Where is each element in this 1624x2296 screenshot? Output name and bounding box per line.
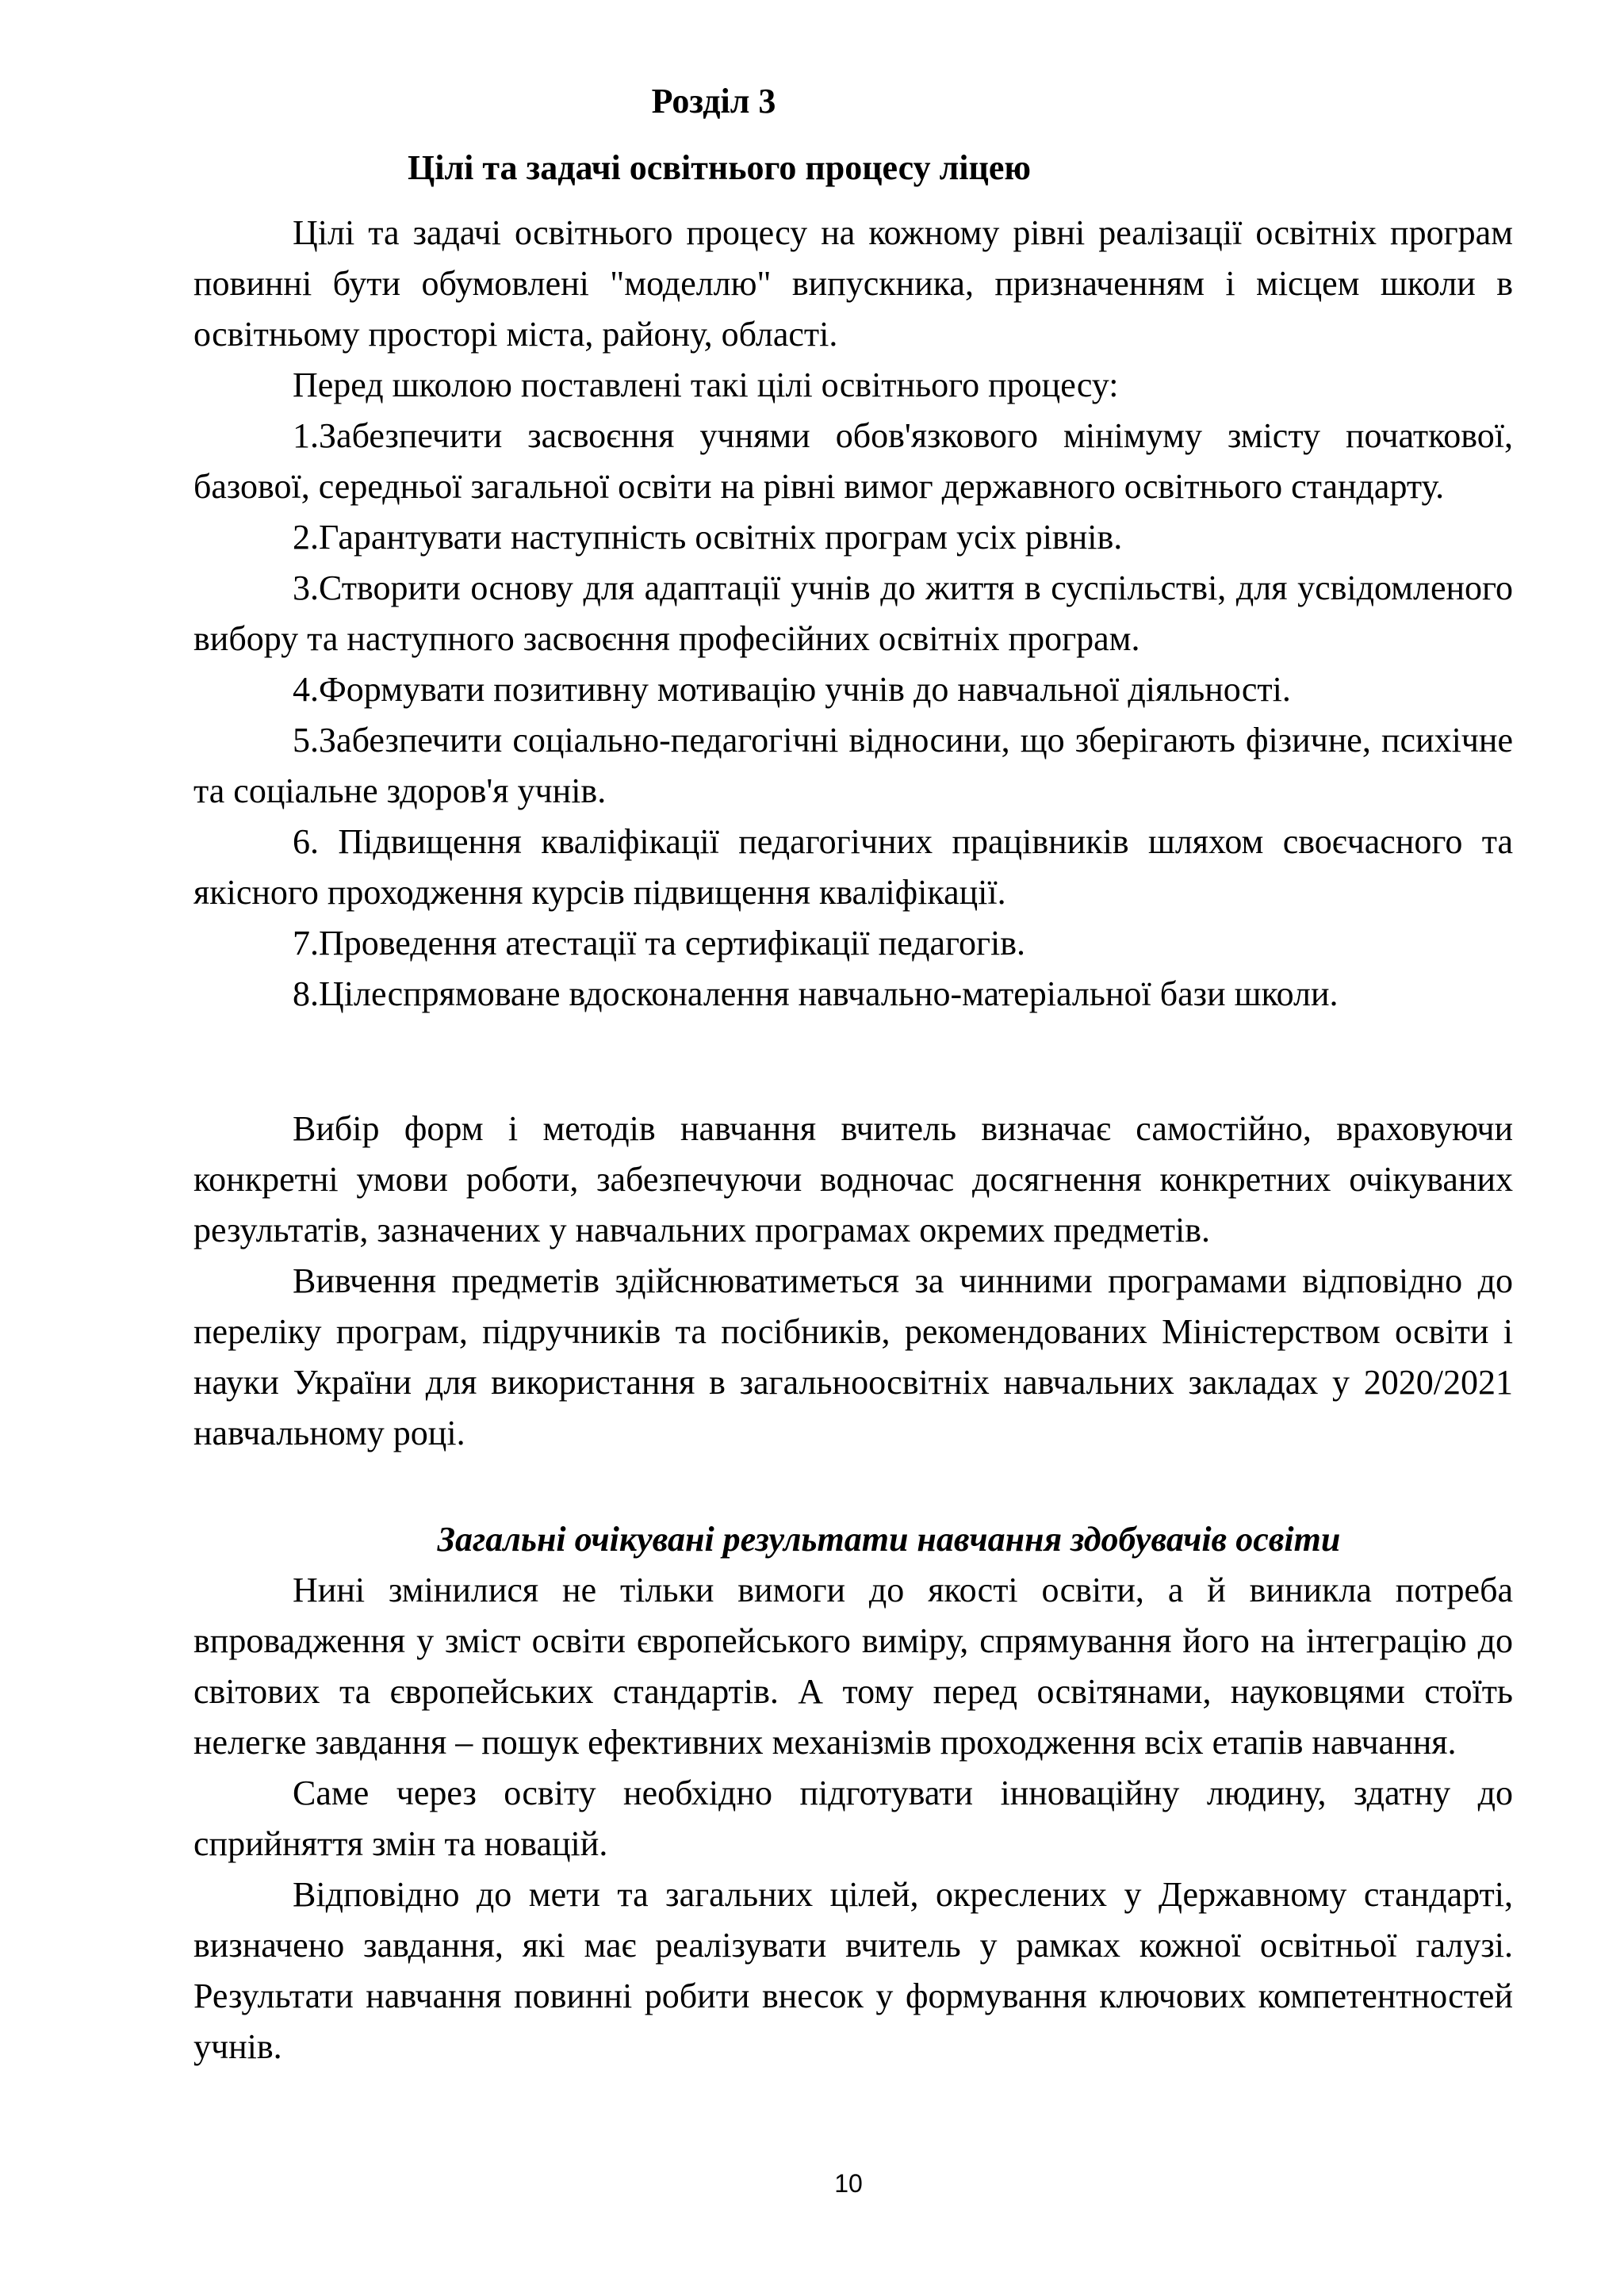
- goal-item: 3.Створити основу для адаптації учнів до життя в суспільстві, для усвідомленого вибору та наступного засвоєння професійних освітніх програм.: [193, 568, 1513, 658]
- goal-item: 1.Забезпечити засвоєння учнями обов'язкового мінімуму змісту початкової, базової, середньої загальної освіти на рівні вимог державного освітнього стандарту.: [193, 416, 1513, 506]
- section-number: Розділ 3: [651, 82, 776, 121]
- methods-block: [193, 1104, 1513, 1459]
- methods-paragraph: Вибір форм і методів навчання вчитель визначає самостійно, враховуючи конкретні умови роботи, забезпечуючи водночас досягнення конкретних очікуваних результатів, зазначених у навчальних програмах окремих предметів.: [193, 1109, 1513, 1249]
- results-paragraph: Відповідно до мети та загальних цілей, окреслених у Державному стандарті, визначено завдання, які має реалізувати вчитель у рамках кожної освітньої галузі. Результати навчання повинні робити внесок у формування ключових компетентностей учнів.: [193, 1875, 1513, 2066]
- goal-item: 6. Підвищення кваліфікації педагогічних працівників шляхом своєчасного та якісного проходження курсів підвищення кваліфікації.: [193, 822, 1513, 912]
- results-block: [193, 1514, 1513, 2072]
- page-number: 10: [834, 2169, 863, 2198]
- methods-paragraph: Вивчення предметів здійснюватиметься за чинними програмами відповідно до переліку програм, підручників та посібників, рекомендованих Міністерством освіти і науки України для використання в загальноосвітніх навчальних закладах у 2020/2021 навчальному році.: [193, 1261, 1513, 1452]
- goals-intro: Цілі та задачі освітнього процесу на кожному рівні реалізації освітніх програм повинні бути обумовлені "моделлю" випускника, призначенням і місцем школи в освітньому просторі міста, району, області.: [193, 213, 1513, 354]
- goal-item: 2.Гарантувати наступність освітніх програм усіх рівнів.: [293, 518, 1123, 557]
- results-paragraph: Нині змінилися не тільки вимоги до якості освіти, а й виникла потреба впровадження у зміст освіти європейського виміру, спрямування його на інтеграцію до світових та європейських стандартів. А тому перед освітянами, науковцями стоїть нелегке завдання – пошук ефективних механізмів проходження всіх етапів навчання.: [193, 1571, 1513, 1762]
- goal-item: 7.Проведення атестації та сертифікації педагогів.: [293, 924, 1026, 962]
- goal-item: 8.Цілеспрямоване вдосконалення навчально-матеріальної бази школи.: [293, 974, 1339, 1013]
- goals-lead: Перед школою поставлені такі цілі освітнього процесу:: [293, 365, 1119, 404]
- results-paragraph: Саме через освіту необхідно підготувати інноваційну людину, здатну до сприйняття змін та новацій.: [193, 1774, 1513, 1863]
- section-title: Цілі та задачі освітнього процесу ліцею: [408, 148, 1031, 187]
- goals-block: [193, 208, 1513, 1020]
- goal-item: 5.Забезпечити соціально-педагогічні відносини, що зберігають фізичне, психічне та соціальне здоров'я учнів.: [193, 721, 1513, 810]
- goal-item: 4.Формувати позитивну мотивацію учнів до навчальної діяльності.: [293, 670, 1291, 709]
- results-heading: Загальні очікувані результати навчання здобувачів освіти: [437, 1520, 1341, 1559]
